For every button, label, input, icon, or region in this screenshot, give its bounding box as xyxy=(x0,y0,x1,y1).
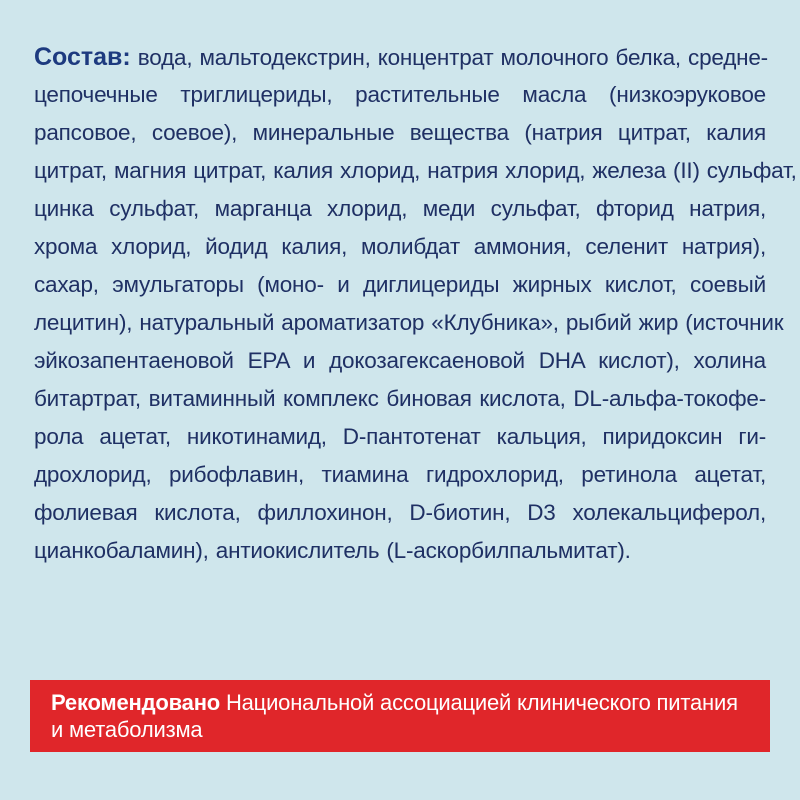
composition-line: рола ацетат, никотинамид, D-пантотенат кальция, пиридоксин ги- xyxy=(34,424,766,449)
banner-text: Национальной ассоциацией клинического питания xyxy=(220,690,738,715)
composition-line: битартрат, витаминный комплекс биновая кислота, DL-альфа-токофе- xyxy=(34,386,766,411)
composition-text: вода, мальтодекстрин, концентрат молочного белка, средне- xyxy=(130,45,768,70)
banner-line: и метаболизма xyxy=(51,717,203,742)
composition-line: цианкобаламин), антиокислитель (L-аскорбилпальмитат). xyxy=(34,538,631,563)
composition-line: дрохлорид, рибофлавин, тиамина гидрохлорид, ретинола ацетат, xyxy=(34,462,766,487)
composition-line: лецитин), натуральный ароматизатор «Клубника», рыбий жир (источник xyxy=(34,310,784,335)
banner-strong-text: Рекомендовано xyxy=(51,690,221,715)
composition-line: сахар, эмульгаторы (моно- и диглицериды жирных кислот, соевый xyxy=(34,272,766,297)
composition-line: хрома хлорид, йодид калия, молибдат аммония, селенит натрия), xyxy=(34,234,766,259)
recommendation-banner xyxy=(30,680,770,752)
composition-line: фолиевая кислота, филлохинон, D-биотин, D3 холекальциферол, xyxy=(34,500,766,525)
composition-line: цепочечные триглицериды, растительные масла (низкоэруковое xyxy=(34,82,766,107)
composition-block xyxy=(34,38,797,570)
composition-line: рапсовое, соевое), минеральные вещества (натрия цитрат, калия xyxy=(34,120,766,145)
composition-line: цитрат, магния цитрат, калия хлорид, натрия хлорид, железа (II) сульфат, xyxy=(34,158,797,183)
composition-line xyxy=(34,38,766,76)
composition-title: Состав: xyxy=(34,43,131,71)
composition-line: цинка сульфат, марганца хлорид, меди сульфат, фторид натрия, xyxy=(34,196,766,221)
banner-line xyxy=(51,689,750,716)
composition-line: эйкозапентаеновой EPA и докозагексаеновой DHA кислот), холина xyxy=(34,348,766,373)
